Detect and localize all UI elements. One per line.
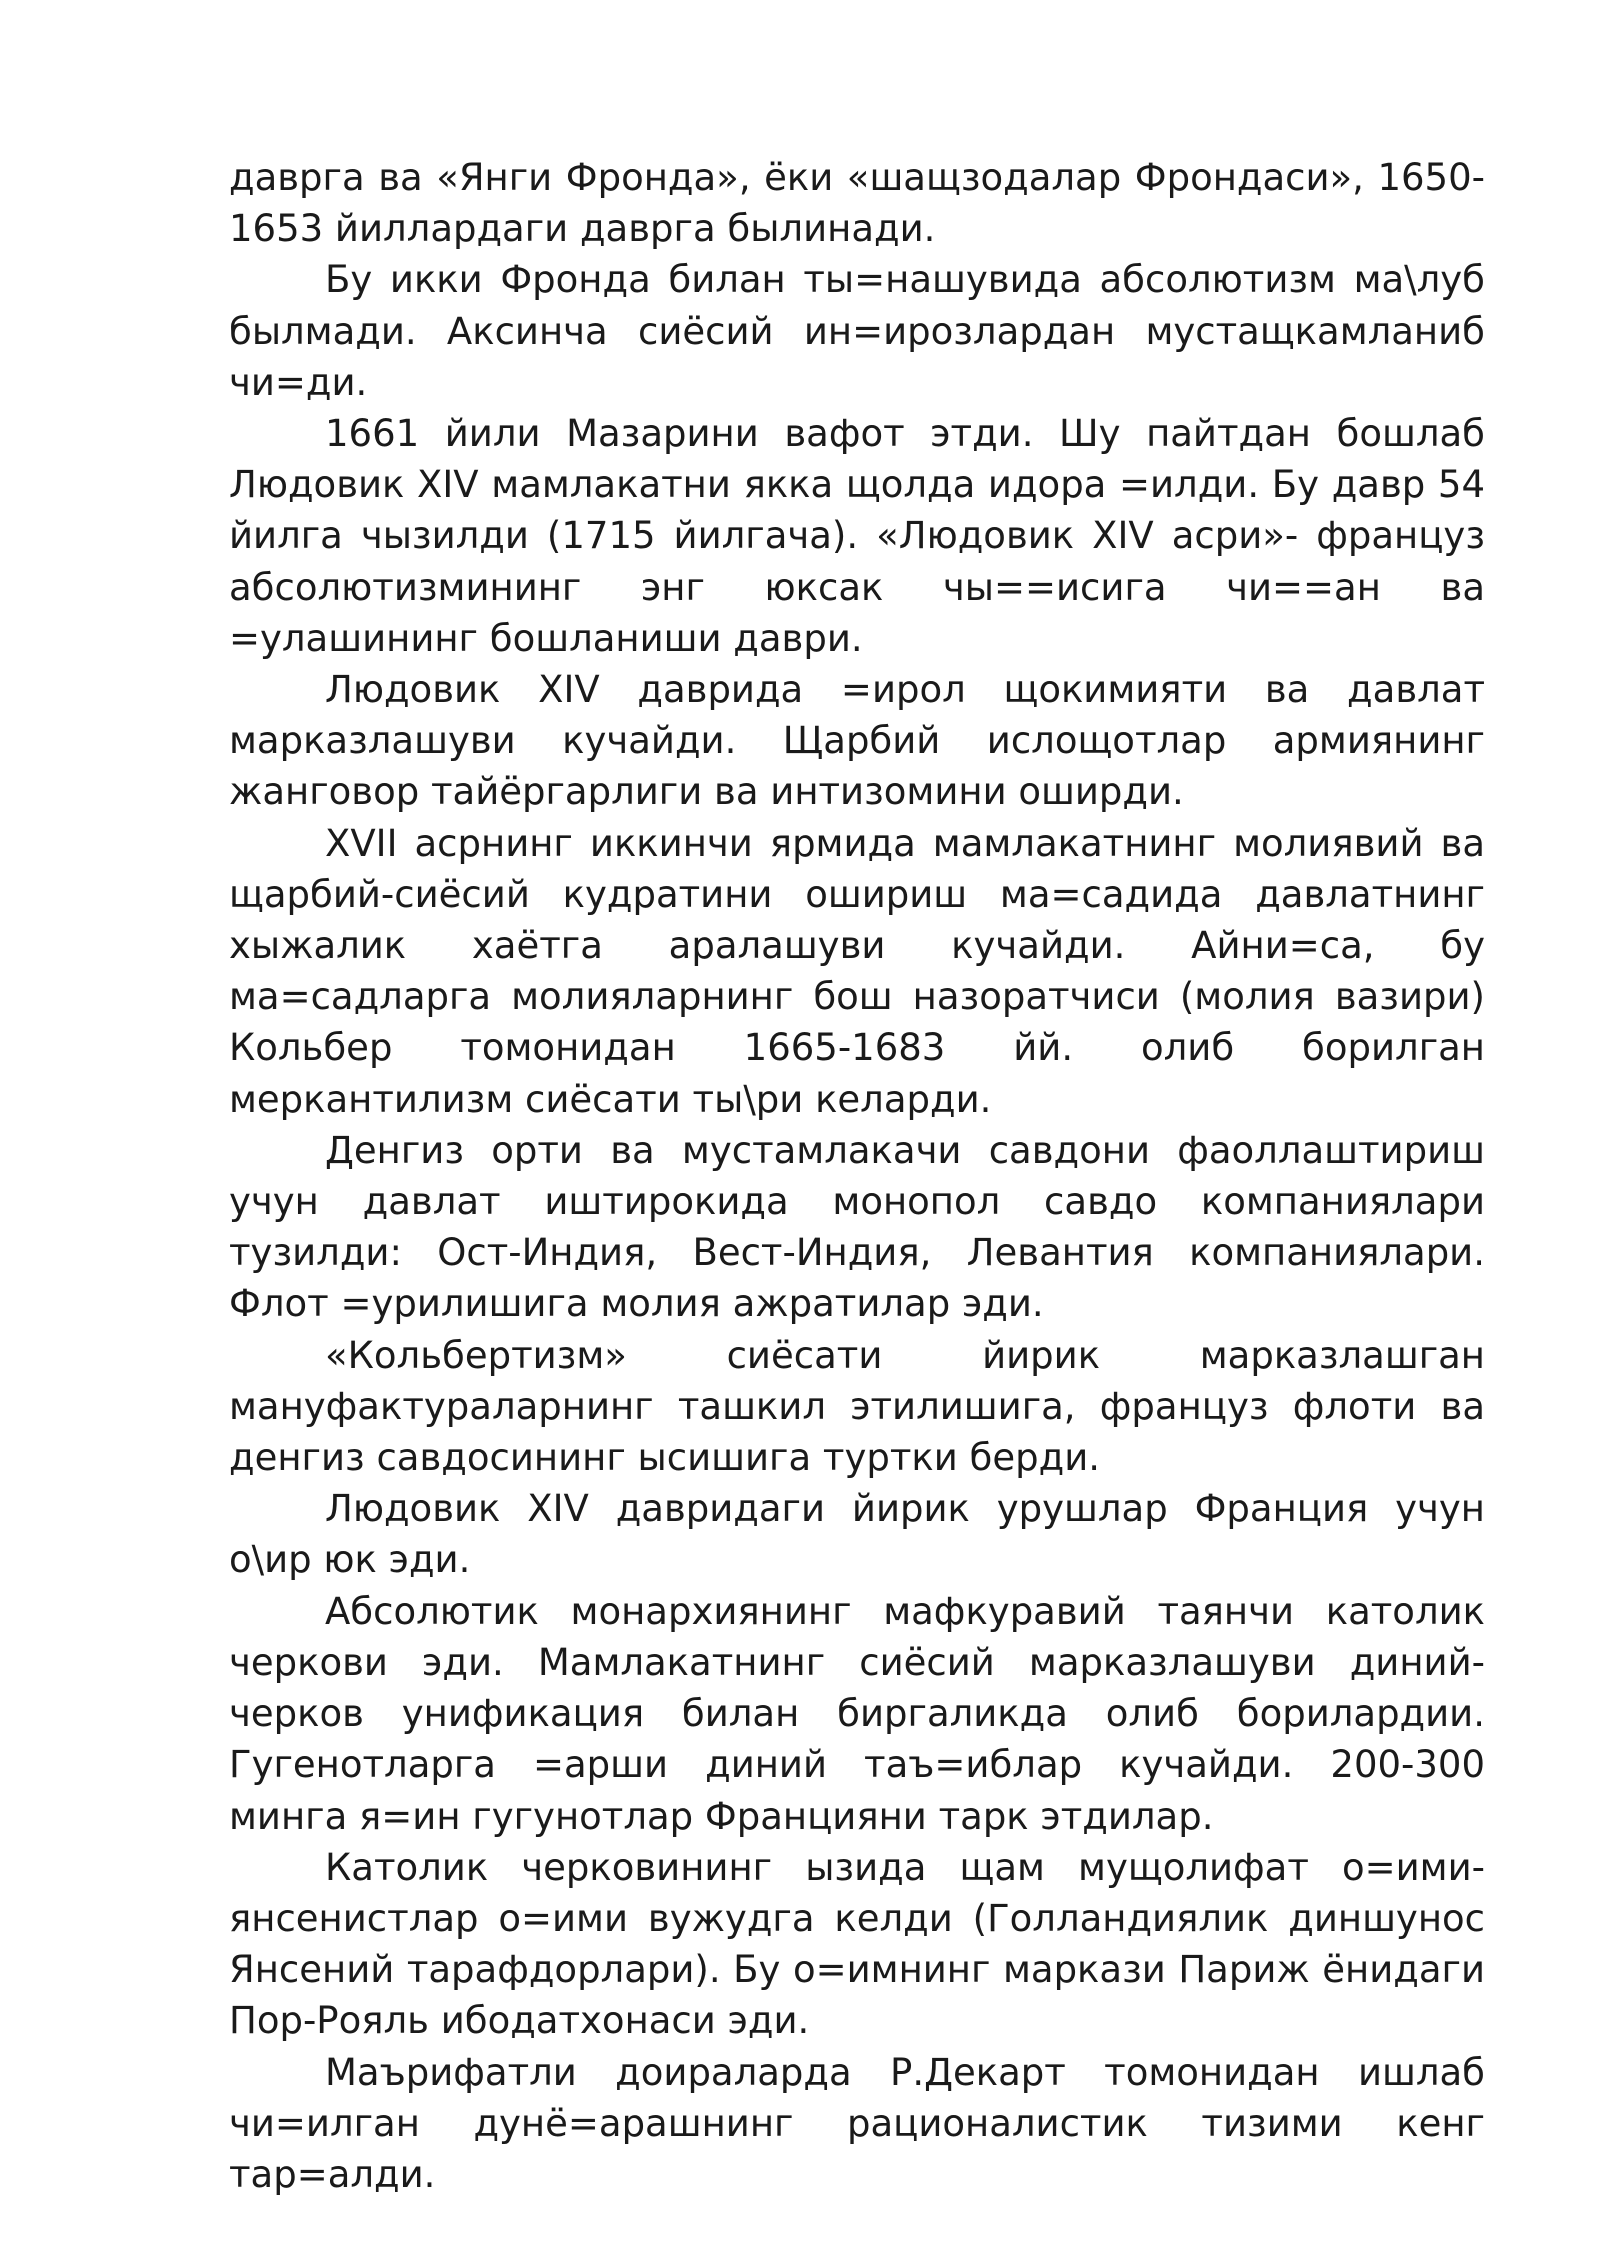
paragraph: 1661 йили Мазарини вафот этди. Шу пайтдан бошлаб Людовик XIV мамлакатни якка щолда идора =илди. Бу давр 54 йилга чызилди (1715 йилгача). «Людовик XIV асри»- француз абсолютизмининг энг юксак чы==исига чи==ан ва =улашининг бошланиши даври. <box>229 412 1485 660</box>
paragraph: XVII асрнинг иккинчи ярмида мамлакатнинг молиявий ва щарбий-сиёсий кудратини ошириш ма=садида давлатнинг хыжалик хаётга аралашуви кучайди. Айни=са, бу ма=садларга молияларнинг бош назоратчиси (молия вазири) Кольбер томонидан 1665-1683 йй. олиб борилган меркантилизм сиёсати ты\ри келарди. <box>229 821 1485 1121</box>
paragraph: Католик черковининг ызида щам мущолифат о=ими-янсенистлар о=ими вужудга келди (Голландиялик диншунос Янсений тарафдорлари). Бу о=имнинг маркази Париж ёнидаги Пор-Рояль ибодатхонаси эди. <box>229 1845 1485 2043</box>
paragraph: Людовик XIV даврида =ирол щокимияти ва давлат марказлашуви кучайди. Щарбий ислощотлар армиянинг жанговор тайёргарлиги ва интизомини оширди. <box>229 668 1485 814</box>
paragraph: Людовик XIV давридаги йирик урушлар Франция учун о\ир юк эди. <box>229 1487 1485 1582</box>
paragraph: «Кольбертизм» сиёсати йирик марказлашган мануфактураларнинг ташкил этилишига, француз флоти ва денгиз савдосининг ысишига туртки берди. <box>229 1333 1485 1480</box>
paragraph: Абсолютик монархиянинг мафкуравий таянчи католик черкови эди. Мамлакатнинг сиёсий марказлашуви диний-черков унификация билан биргаликда олиб борилардии. Гугенотларга =арши диний таъ=иблар кучайди. 200-300 минга я=ин гугунотлар Францияни тарк этдилар. <box>229 1589 1485 1838</box>
paragraph: Денгиз орти ва мустамлакачи савдони фаоллаштириш учун давлат иштирокида монопол савдо компаниялари тузилди: Ост-Индия, Вест-Индия, Левантия компаниялари. Флот =урилишига молия ажратилар эди. <box>229 1128 1485 1326</box>
paragraph-continuation: даврга ва «Янги Фронда», ёки «шащзодалар Фрондаси», 1650-1653 йиллардаги даврга былинади. <box>229 156 1485 251</box>
paragraph: Маърифатли доираларда Р.Декарт томонидан ишлаб чи=илган дунё=арашнинг рационалистик тизими кенг тар=алди. <box>229 2050 1485 2196</box>
document-body <box>229 152 1485 2200</box>
paragraph: Бу икки Фронда билан ты=нашувида абсолютизм ма\луб былмади. Аксинча сиёсий ин=ирозлардан мустащкамланиб чи=ди. <box>229 258 1485 404</box>
